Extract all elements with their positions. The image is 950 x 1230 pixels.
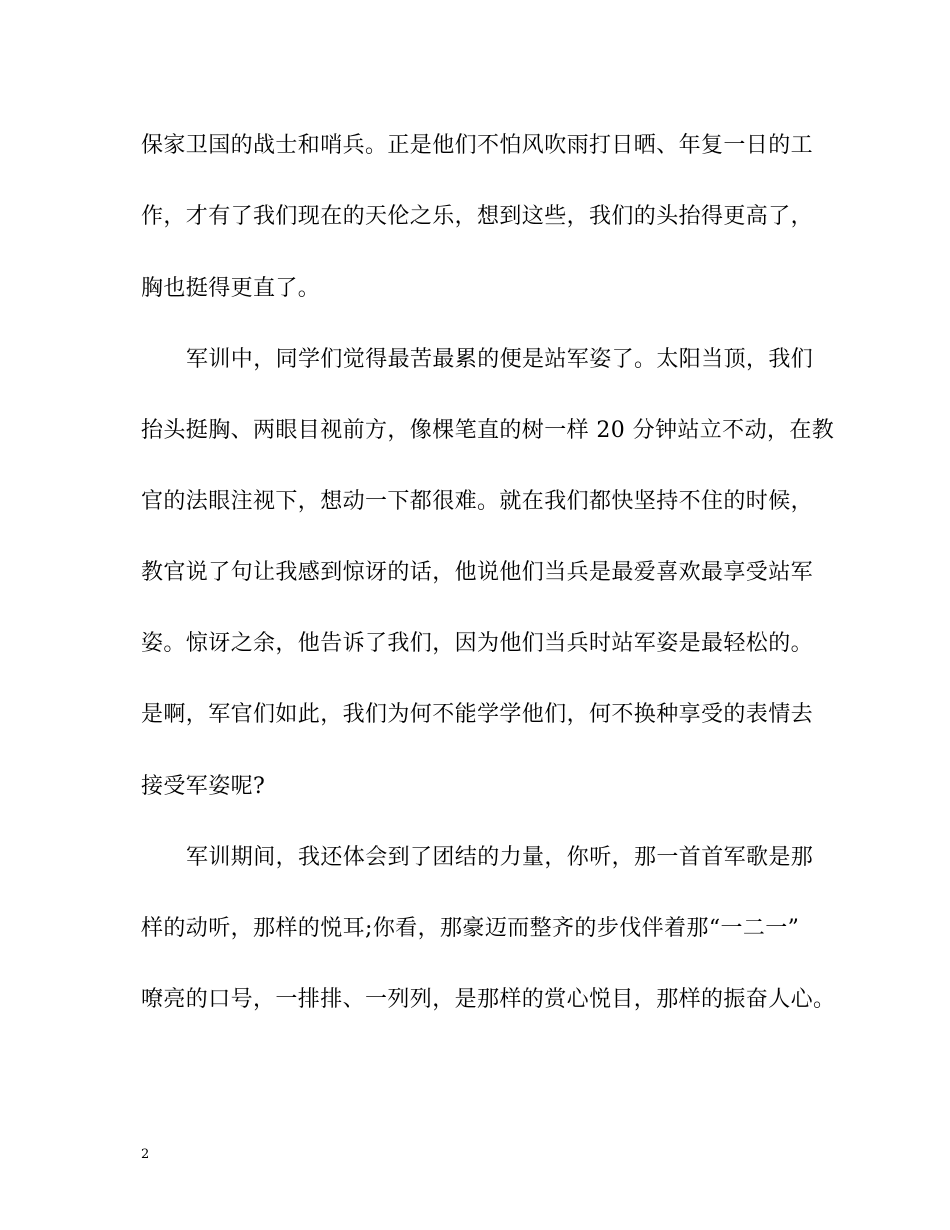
text-line-8: 姿。惊讶之余，他告诉了我们，因为他们当兵时站军姿是最轻松的。 — [141, 631, 814, 656]
text-line-5: 抬头挺胸、两眼目视前方，像棵笔直的树一样 20 分钟站立不动，在教 — [141, 418, 835, 443]
text-line-9: 是啊，军官们如此，我们为何不能学学他们，何不换种享受的表情去 — [141, 702, 814, 727]
text-line-4: 军训中，同学们觉得最苦最累的便是站军姿了。太阳当顶，我们 — [186, 347, 814, 372]
text-line-13: 嘹亮的口号，一排排、一列列，是那样的赏心悦目，那样的振奋人心。 — [141, 987, 836, 1012]
text-line-10: 接受军姿呢? — [141, 774, 266, 799]
text-line-7: 教官说了句让我感到惊讶的话，他说他们当兵是最爱喜欢最享受站军 — [141, 560, 814, 585]
text-line-6: 官的法眼注视下，想动一下都很难。就在我们都快坚持不住的时候， — [141, 489, 814, 514]
text-line-1: 保家卫国的战士和哨兵。正是他们不怕风吹雨打日晒、年复一日的工 — [141, 133, 814, 158]
text-line-2: 作，才有了我们现在的天伦之乐，想到这些，我们的头抬得更高了， — [141, 204, 814, 229]
page-number: 2 — [141, 1147, 150, 1162]
text-line-12: 样的动听，那样的悦耳;你看，那豪迈而整齐的步伐伴着那“一二一” — [141, 916, 800, 941]
text-line-11: 军训期间，我还体会到了团结的力量，你听，那一首首军歌是那 — [186, 845, 814, 870]
text-line-3: 胸也挺得更直了。 — [141, 276, 321, 301]
